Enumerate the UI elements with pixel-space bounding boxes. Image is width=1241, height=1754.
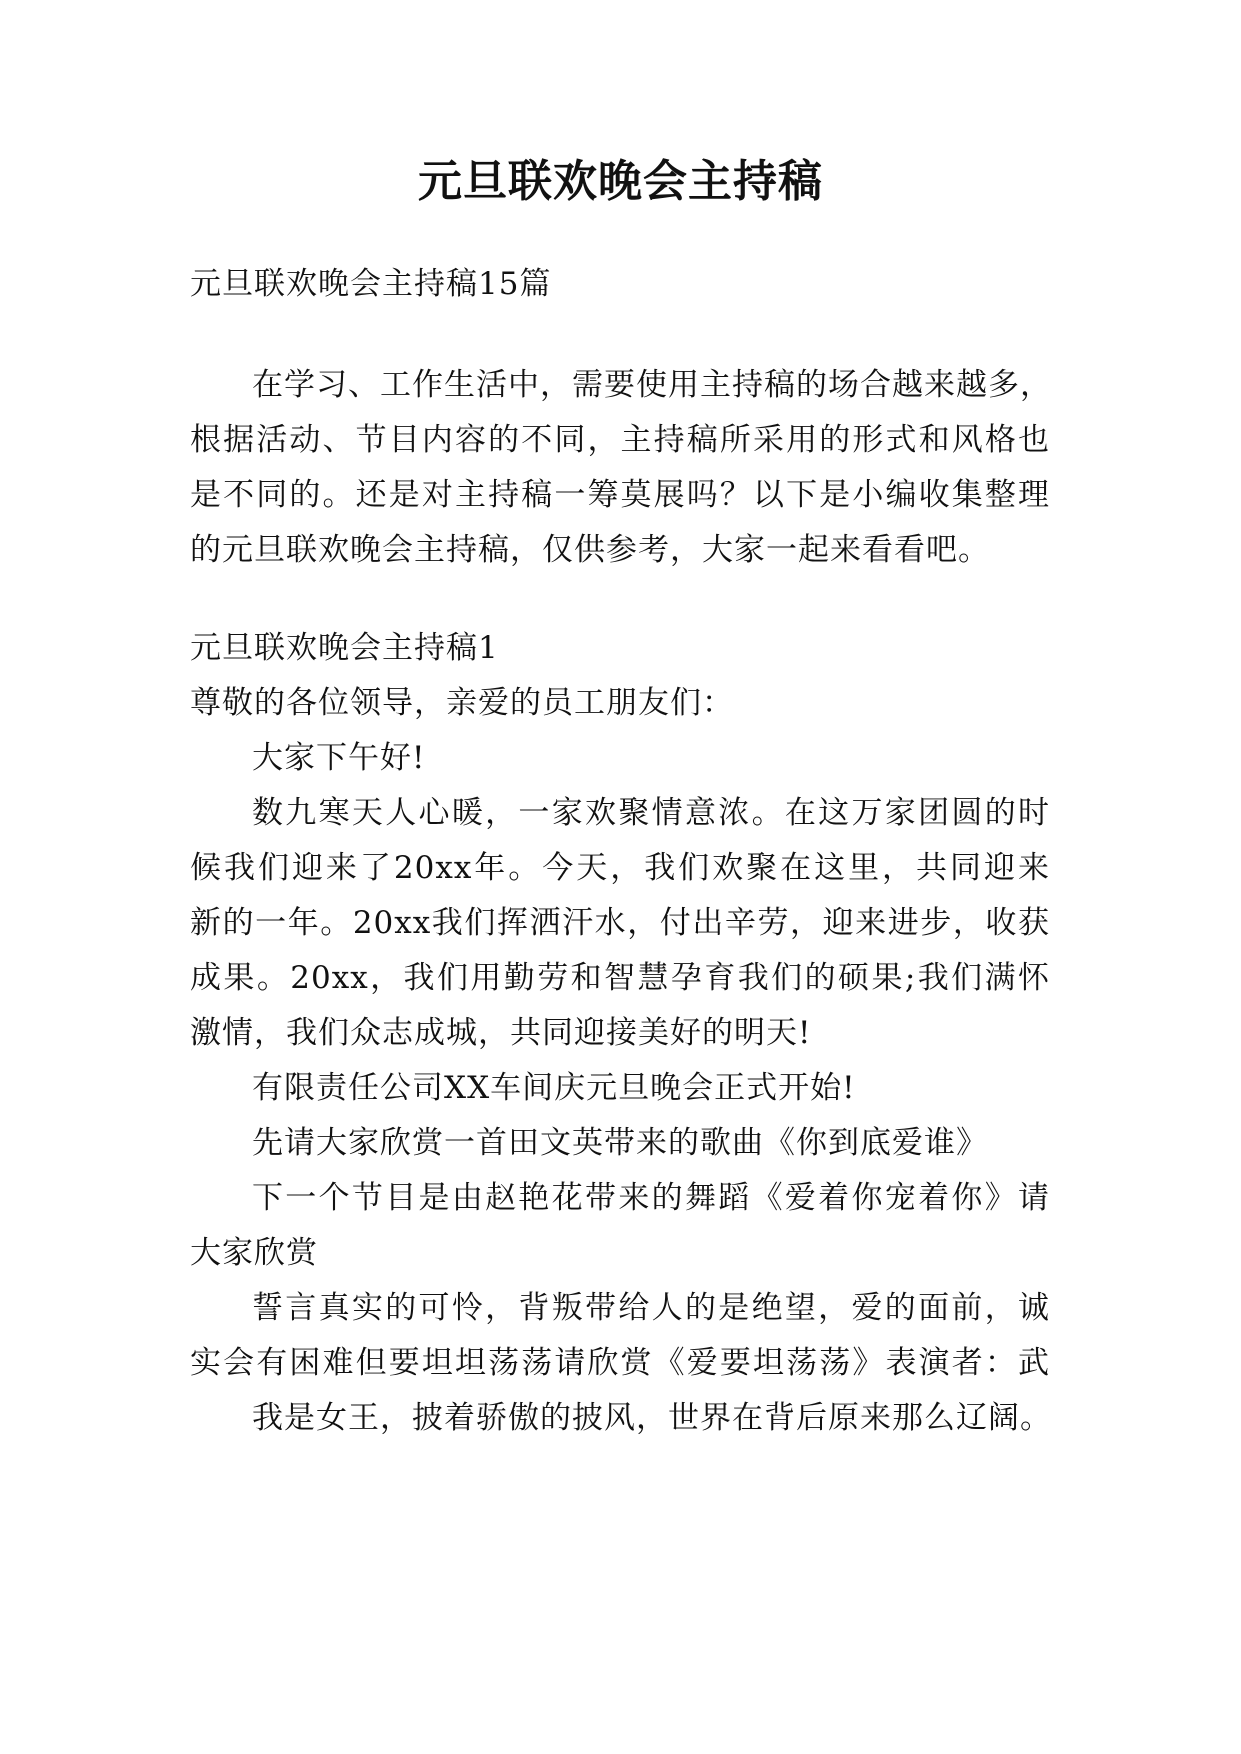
body-line: 成果。20xx，我们用勤劳和智慧孕育我们的硕果;我们满怀 — [190, 960, 1050, 996]
body-line: 激情，我们众志成城，共同迎接美好的明天! — [190, 1015, 812, 1051]
body-line: 实会有困难但要坦坦荡荡请欣赏《爱要坦荡荡》表演者：武 — [190, 1345, 1050, 1381]
intro-line: 根据活动、节目内容的不同，主持稿所采用的形式和风格也 — [190, 422, 1050, 458]
body-line: 誓言真实的可怜，背叛带给人的是绝望，爱的面前，诚 — [252, 1290, 1050, 1326]
body-line: 候我们迎来了20xx年。今天，我们欢聚在这里，共同迎来 — [190, 850, 1050, 886]
document-title: 元旦联欢晚会主持稿 — [418, 156, 823, 207]
intro-line: 是不同的。还是对主持稿一筹莫展吗？以下是小编收集整理 — [190, 477, 1050, 513]
body-line: 有限责任公司XX车间庆元旦晚会正式开始! — [252, 1070, 856, 1106]
body-line: 数九寒天人心暖，一家欢聚情意浓。在这万家团圆的时 — [252, 795, 1050, 831]
body-line: 大家下午好! — [252, 740, 426, 776]
body-line: 先请大家欣赏一首田文英带来的歌曲《你到底爱谁》 — [252, 1125, 988, 1161]
body-line: 新的一年。20xx我们挥洒汗水，付出辛劳，迎来进步，收获 — [190, 905, 1050, 941]
section-title: 元旦联欢晚会主持稿1 — [190, 630, 499, 666]
salutation-line: 尊敬的各位领导，亲爱的员工朋友们： — [190, 685, 734, 721]
document-subtitle: 元旦联欢晚会主持稿15篇 — [190, 266, 552, 302]
body-line: 我是女王，披着骄傲的披风，世界在背后原来那么辽阔。 — [252, 1400, 1052, 1436]
intro-line: 的元旦联欢晚会主持稿，仅供参考，大家一起来看看吧。 — [190, 532, 990, 568]
intro-line: 在学习、工作生活中，需要使用主持稿的场合越来越多， — [252, 367, 1052, 403]
body-line: 大家欣赏 — [190, 1235, 318, 1271]
body-line: 下一个节目是由赵艳花带来的舞蹈《爱着你宠着你》请 — [252, 1180, 1050, 1216]
